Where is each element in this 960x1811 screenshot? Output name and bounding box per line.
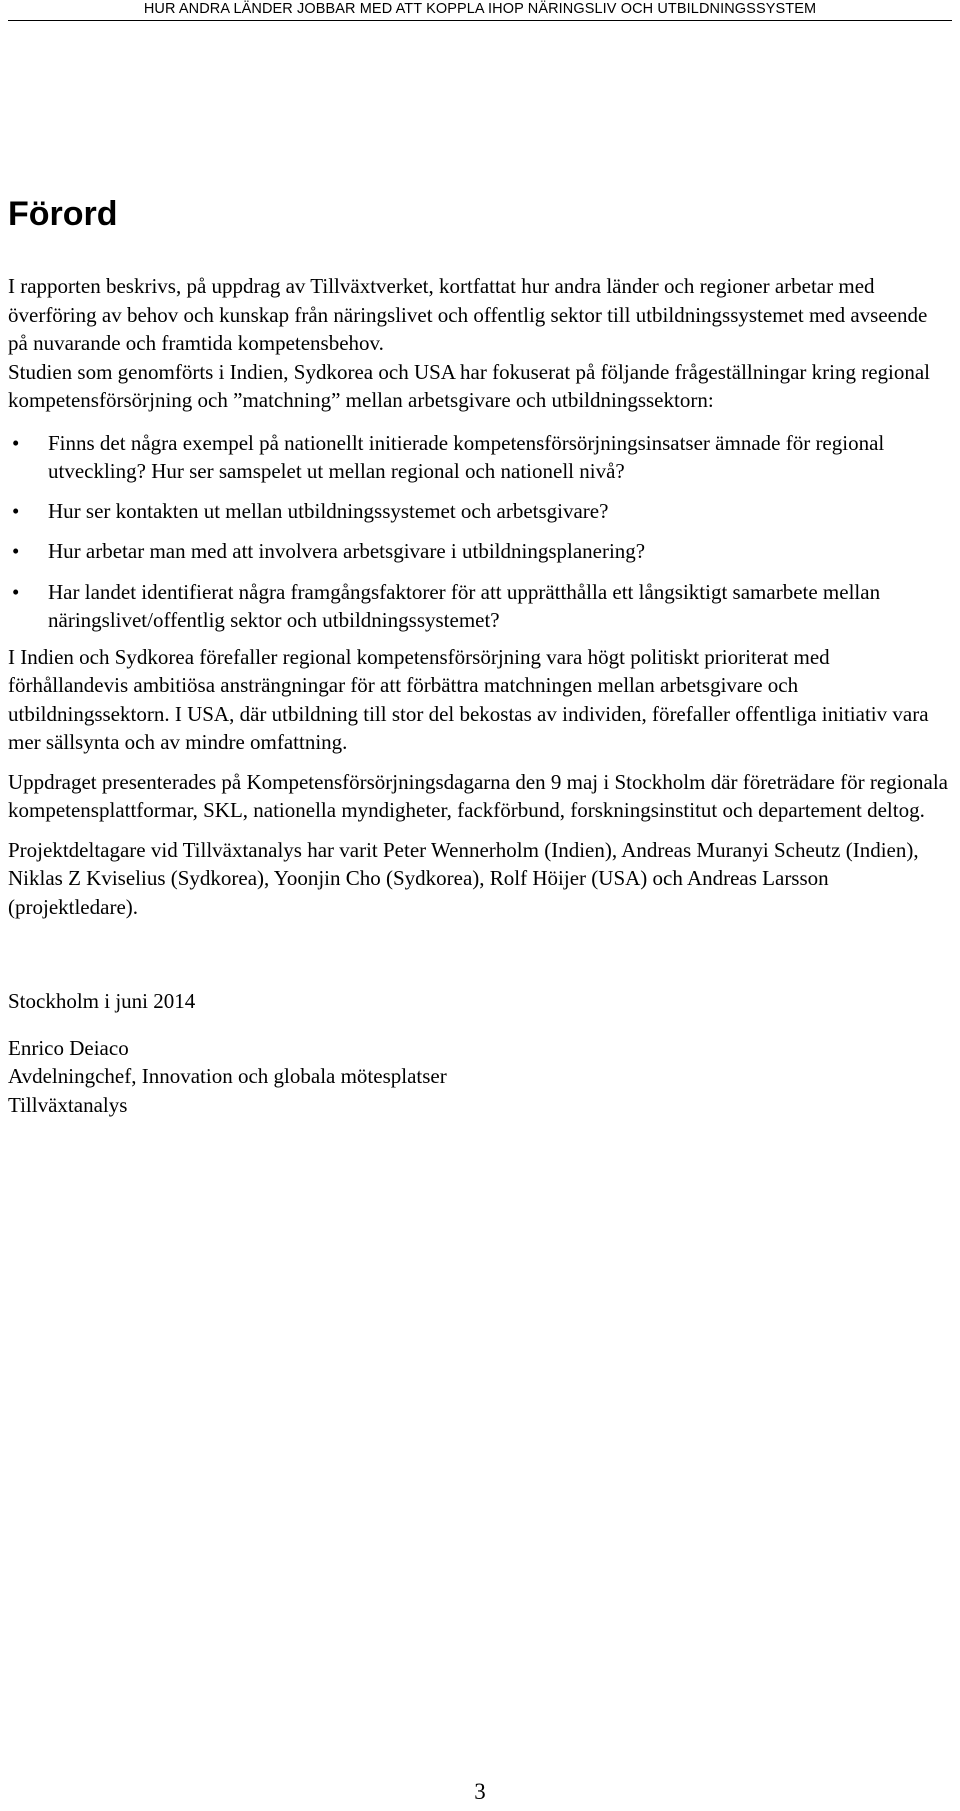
bullet-icon: • — [12, 579, 20, 604]
document-body — [8, 272, 952, 1119]
signature-name: Enrico Deiaco — [8, 1035, 129, 1060]
bullet-icon: • — [12, 539, 20, 563]
list-item — [8, 429, 952, 486]
signature-role: Avdelningchef, Innovation och globala mötesplatser — [8, 1064, 447, 1088]
list-item-text: Hur arbetar man med att involvera arbetsgivare i utbildningsplanering? — [48, 539, 646, 563]
list-item-text: Har landet identifierat några framgångsfaktorer för att upprätthålla ett långsiktigt samarbete mellan näringslivet/offentlig sektor och utbildningssystemet? — [48, 579, 881, 632]
bullet-icon: • — [12, 498, 20, 523]
page-title: Förord — [8, 195, 118, 233]
signature-block — [8, 987, 952, 1119]
intro-paragraph: I rapporten beskrivs, på uppdrag av Tillväxtverket, kortfattat hur andra länder och regioner arbetar med överföring av behov och kunskap från näringslivet och offentlig sektor till utbildningssystemet med avseende på nuvarande och framtida kompetensbehov. — [8, 274, 928, 355]
page-number: 3 — [474, 1779, 486, 1804]
india-korea-paragraph: I Indien och Sydkorea förefaller regional kompetensförsörjning vara högt politiskt prioriterat med förhållandevis ambitiösa ansträngningar för att förbättra matchningen mellan arbetsgivare och utbildningssektorn. I USA, där utbildning till stor del bekostas av individen, förefaller offentliga initiativ vara mer sällsynta och av mindre omfattning. — [8, 644, 929, 754]
signature-organization: Tillväxtanalys — [8, 1092, 128, 1117]
list-item — [8, 497, 952, 526]
running-header: HUR ANDRA LÄNDER JOBBAR MED ATT KOPPLA IHOP NÄRINGSLIV OCH UTBILDNINGSSYSTEM — [143, 1, 817, 17]
bullet-icon: • — [12, 430, 20, 455]
participants-paragraph: Projektdeltagare vid Tillväxtanalys har varit Peter Wennerholm (Indien), Andreas Muranyi Scheutz (Indien), Niklas Z Kviselius (Sydkorea), Yoonjin Cho (Sydkorea), Rolf Höijer (USA) och Andreas Larsson (projektledare). — [8, 837, 919, 919]
list-item-text: Finns det några exempel på nationellt initierade kompetensförsörjningsinsatser ämnade för regional utveckling? Hur ser samspelet ut mellan regional och nationell nivå? — [48, 430, 885, 483]
presentation-paragraph: Uppdraget presenterades på Kompetensförsörjningsdagarna den 9 maj i Stockholm där företrädare för regionala kompetensplattformar, SKL, nationella myndigheter, fackförbund, forskningsinstitut och departement deltog. — [8, 769, 948, 822]
list-item — [8, 578, 952, 635]
header-divider — [8, 20, 952, 21]
list-item-text: Hur ser kontakten ut mellan utbildningssystemet och arbetsgivare? — [48, 498, 609, 523]
signature-place-date: Stockholm i juni 2014 — [8, 989, 196, 1013]
question-list — [8, 429, 952, 635]
study-paragraph: Studien som genomförts i Indien, Sydkorea och USA har fokuserat på följande frågeställningar kring regional kompetensförsörjning och ”matchning” mellan arbetsgivare och utbildningssektorn: — [8, 359, 931, 412]
list-item — [8, 537, 952, 566]
